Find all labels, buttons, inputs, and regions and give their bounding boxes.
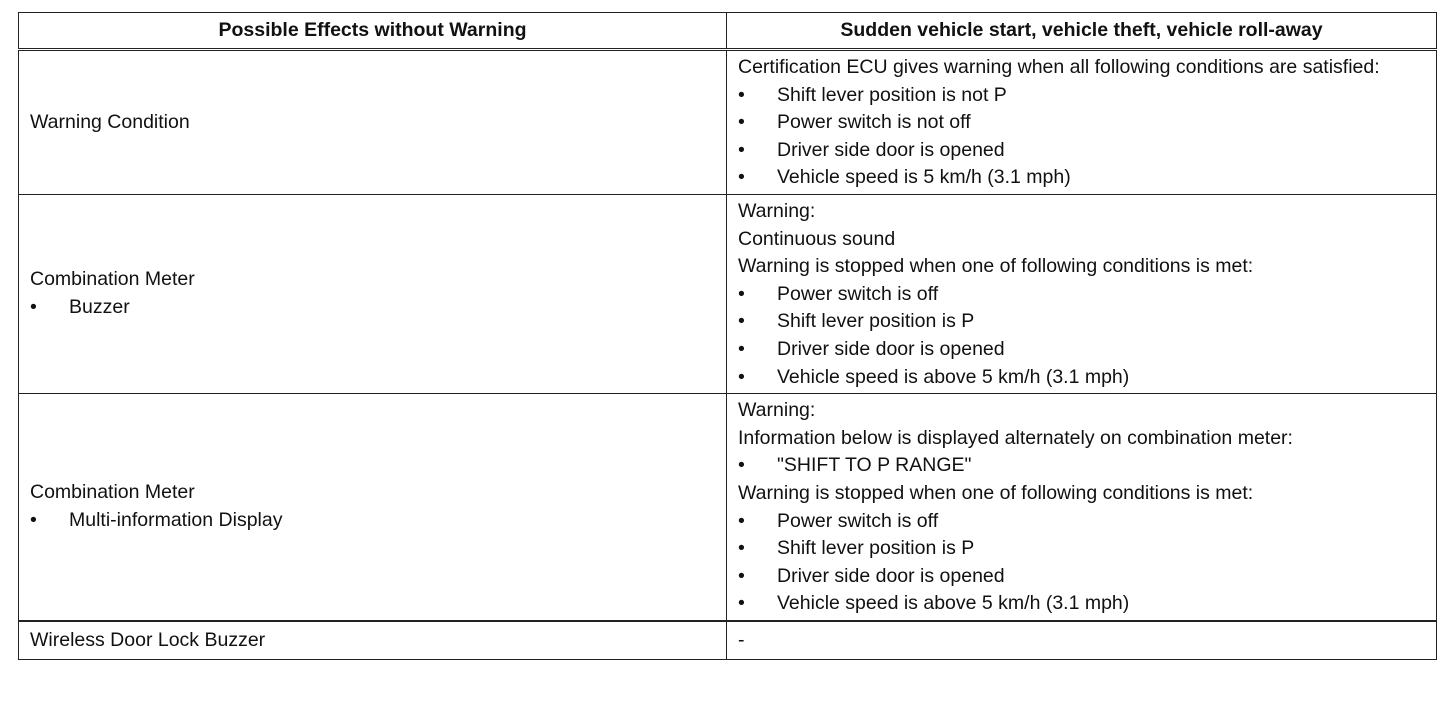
list-item: • Shift lever position is not P	[738, 82, 1428, 110]
row-label-cell	[19, 50, 727, 195]
row-detail-cell	[727, 50, 1437, 195]
bullet-icon: •	[738, 166, 745, 189]
warning-spec-table	[18, 12, 1437, 660]
bullet-icon: •	[738, 337, 745, 360]
header-sudden-start: Sudden vehicle start, vehicle theft, vehicle roll-away	[727, 13, 1437, 50]
row-label: Combination Meter	[30, 268, 195, 291]
detail-line: Warning is stopped when one of following conditions is met:	[738, 481, 1254, 504]
table-row-warning-condition	[19, 50, 1437, 195]
row-label: Wireless Door Lock Buzzer	[30, 628, 266, 651]
list-item: • Shift lever position is P	[738, 535, 1428, 563]
bullet-icon: •	[738, 454, 745, 477]
row-detail-cell	[727, 621, 1437, 660]
row-label: Combination Meter	[30, 481, 195, 504]
bullet-icon: •	[738, 509, 745, 532]
list-item: • Driver side door is opened	[738, 137, 1428, 165]
list-item: • Driver side door is opened	[738, 336, 1428, 364]
list-item: • Shift lever position is P	[738, 308, 1428, 336]
row-label-subitem: • Multi-information Display	[30, 507, 718, 535]
row-detail-cell	[727, 394, 1437, 621]
list-item: • Power switch is off	[738, 281, 1428, 309]
table-row-buzzer	[19, 194, 1437, 393]
row-detail-cell	[727, 194, 1437, 393]
bullet-icon: •	[738, 83, 745, 106]
list-item: • Vehicle speed is 5 km/h (3.1 mph)	[738, 164, 1428, 192]
list-item: • Driver side door is opened	[738, 563, 1428, 591]
bullet-icon: •	[738, 138, 745, 161]
row-label-subitem: • Buzzer	[30, 294, 718, 322]
bullet-icon: •	[738, 282, 745, 305]
bullet-icon: •	[738, 592, 745, 615]
row-label-cell	[19, 194, 727, 393]
detail-line: Warning:	[738, 199, 816, 222]
detail-line: Warning is stopped when one of following conditions is met:	[738, 255, 1254, 278]
detail-intro: Certification ECU gives warning when all following conditions are satisfied:	[738, 56, 1380, 78]
list-item: • Vehicle speed is above 5 km/h (3.1 mph)	[738, 590, 1428, 618]
header-row	[19, 13, 1437, 50]
bullet-icon: •	[738, 310, 745, 333]
bullet-icon: •	[738, 365, 745, 388]
table-row-multi-info-display	[19, 394, 1437, 621]
header-effects: Possible Effects without Warning	[19, 13, 727, 50]
row-label-cell	[19, 621, 727, 660]
detail-line: Continuous sound	[738, 227, 896, 250]
row-label: Warning Condition	[30, 110, 190, 133]
bullet-icon: •	[738, 564, 745, 587]
row-label-cell	[19, 394, 727, 621]
bullet-icon: •	[738, 111, 745, 134]
detail-line: Warning:	[738, 399, 816, 422]
table-row-wireless-door-lock	[19, 621, 1437, 660]
list-item: • Vehicle speed is above 5 km/h (3.1 mph)	[738, 364, 1428, 392]
bullet-icon: •	[30, 509, 37, 531]
list-item: • Power switch is off	[738, 508, 1428, 536]
display-message: • "SHIFT TO P RANGE"	[738, 452, 1428, 480]
detail-dash: -	[738, 628, 745, 651]
detail-line: Information below is displayed alternately on combination meter:	[738, 426, 1293, 449]
bullet-icon: •	[30, 296, 37, 319]
list-item: • Power switch is not off	[738, 109, 1428, 137]
bullet-icon: •	[738, 537, 745, 560]
